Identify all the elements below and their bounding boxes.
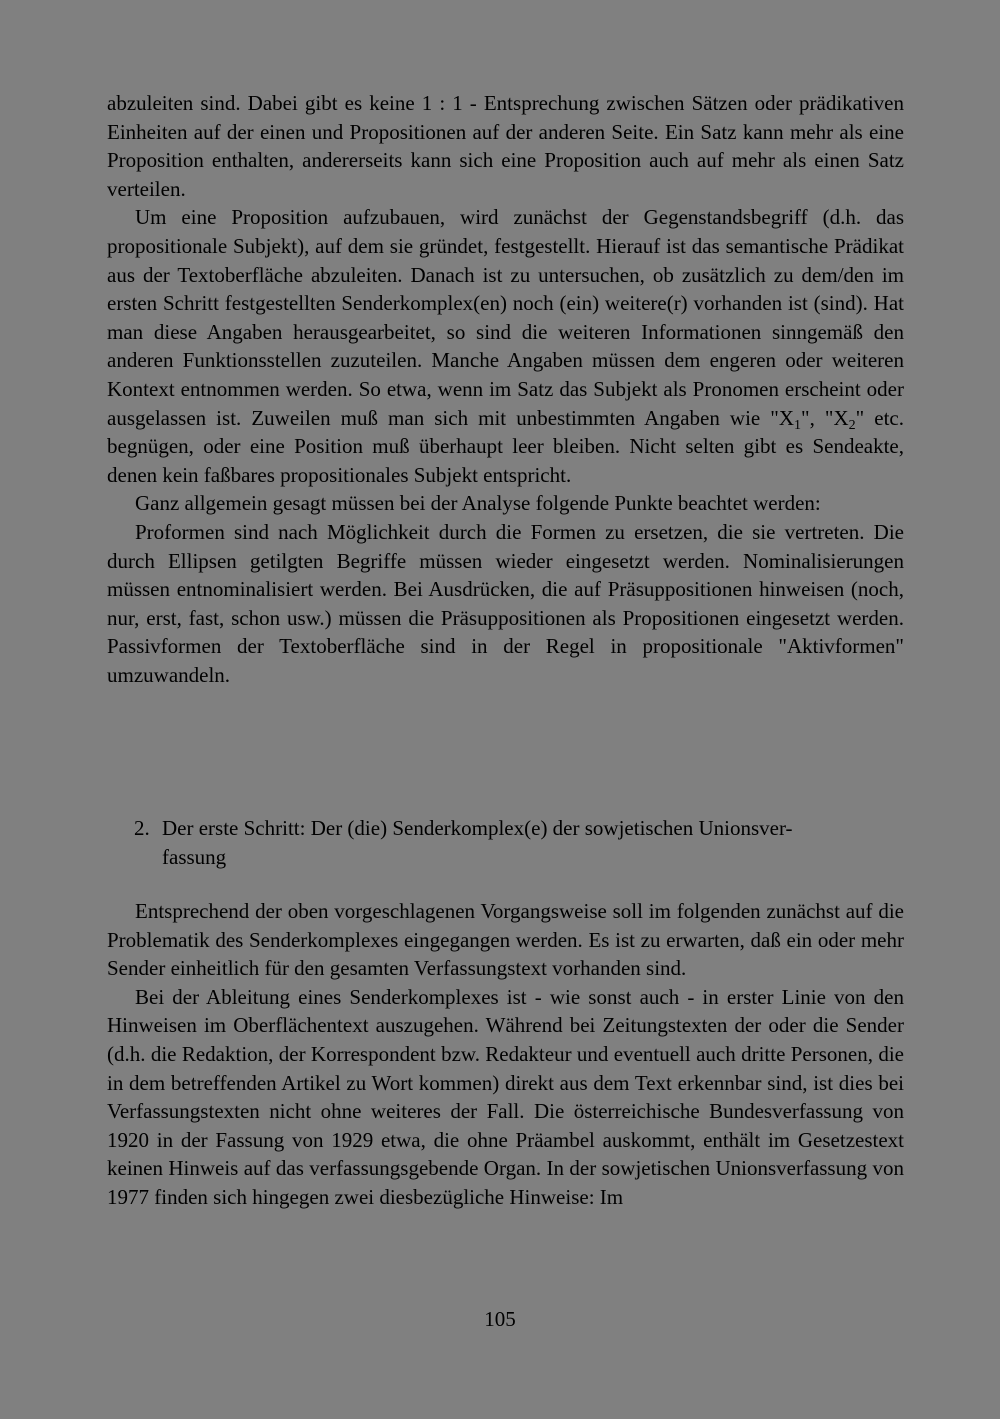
section-title-line1: Der erste Schritt: Der (die) Senderkomplex(e) der sowjetischen Unionsver- — [162, 816, 793, 840]
section-heading — [134, 814, 904, 871]
paragraph: Ganz allgemein gesagt müssen bei der Analyse folgende Punkte beachtet werden: — [135, 491, 821, 516]
page-number: 105 — [484, 1307, 516, 1331]
paragraph: Entsprechend der oben vorgeschlagenen Vorgangsweise soll im folgenden zunächst auf die Problematik des Senderkomplexes eingegangen werden. Es ist zu erwarten, daß ein oder mehr Sender einheitlich für den gesamten Verfassungstext vorhanden sind. — [107, 899, 904, 981]
text-section-lower — [107, 897, 904, 1212]
paragraph-text: " etc. begnügen, oder eine Position muß überhaupt leer bleiben. Nicht selten gibt es Sendeakte, denen kein faßbares propositionales Subjekt entspricht. — [107, 405, 904, 487]
text-section-upper — [107, 89, 904, 689]
paragraph-text: Um eine Proposition aufzubauen, wird zunächst der Gegenstandsbegriff (d.h. das propositionale Subjekt), auf dem sie gründet, festgestellt. Hierauf ist das semantische Prädikat aus der Textoberfläche abzuleiten. Danach ist zu untersuchen, ob zusätzlich zu dem/den im ersten Schritt festgestellten Senderkomplex(en) noch (ein) weitere(r) vorhanden ist (sind). Hat man diese Angaben herausgearbeitet, so sind die weiteren Informationen sinngemäß den anderen Funktionsstellen zuzuteilen. Manche Angaben müssen dem engeren oder weiteren Kontext entnommen werden. So etwa, wenn im Satz das Subjekt als Pronomen erscheint oder ausgelassen ist. Zuweilen muß man sich mit unbestimmten Angaben wie "X — [107, 205, 904, 430]
paragraph — [107, 203, 904, 489]
subscript: 2 — [848, 417, 856, 433]
subscript: 1 — [794, 417, 802, 433]
paragraph: Proformen sind nach Möglichkeit durch die Formen zu ersetzen, die sie vertreten. Die durch Ellipsen getilgten Begriffe müssen wieder eingesetzt werden. Nominalisierungen müssen entnominalisiert werden. Bei Ausdrücken, die auf Präsuppositionen hinweisen (noch, nur, erst, fast, schon usw.) müssen die Präsuppositionen als Propositionen eingesetzt werden. Passivformen der Textoberfläche sind in der Regel in propositionale "Aktivformen" umzuwandeln. — [107, 519, 904, 687]
paragraph: abzuleiten sind. Dabei gibt es keine 1 : 1 - Entsprechung zwischen Sätzen oder prädikativen Einheiten auf der einen und Propositionen auf der anderen Seite. Ein Satz kann mehr als eine Proposition enthalten, andererseits kann sich eine Proposition auch auf mehr als einen Satz verteilen. — [107, 91, 904, 201]
paragraph: Bei der Ableitung eines Senderkomplexes ist - wie sonst auch - in erster Linie von den Hinweisen im Oberflächentext auszugehen. Während bei Zeitungstexten der oder die Sender (d.h. die Redaktion, der Korrespondent bzw. Redakteur und eventuell auch dritte Personen, die in dem betreffenden Artikel zu Wort kommen) direkt aus dem Text erkennbar sind, ist dies bei Verfassungstexten nicht ohne weiteres der Fall. Die österreichische Bundesverfassung von 1920 in der Fassung von 1929 etwa, die ohne Präambel auskommt, enthält im Gesetzestext keinen Hinweis auf das verfassungsgebende Organ. In der sowjetischen Unionsverfassung von 1977 finden sich hingegen zwei diesbezügliche Hinweise: Im — [107, 984, 904, 1209]
section-number: 2. — [134, 816, 150, 840]
paragraph-text: ", "X — [801, 405, 849, 430]
section-title-line2: fassung — [162, 844, 227, 869]
